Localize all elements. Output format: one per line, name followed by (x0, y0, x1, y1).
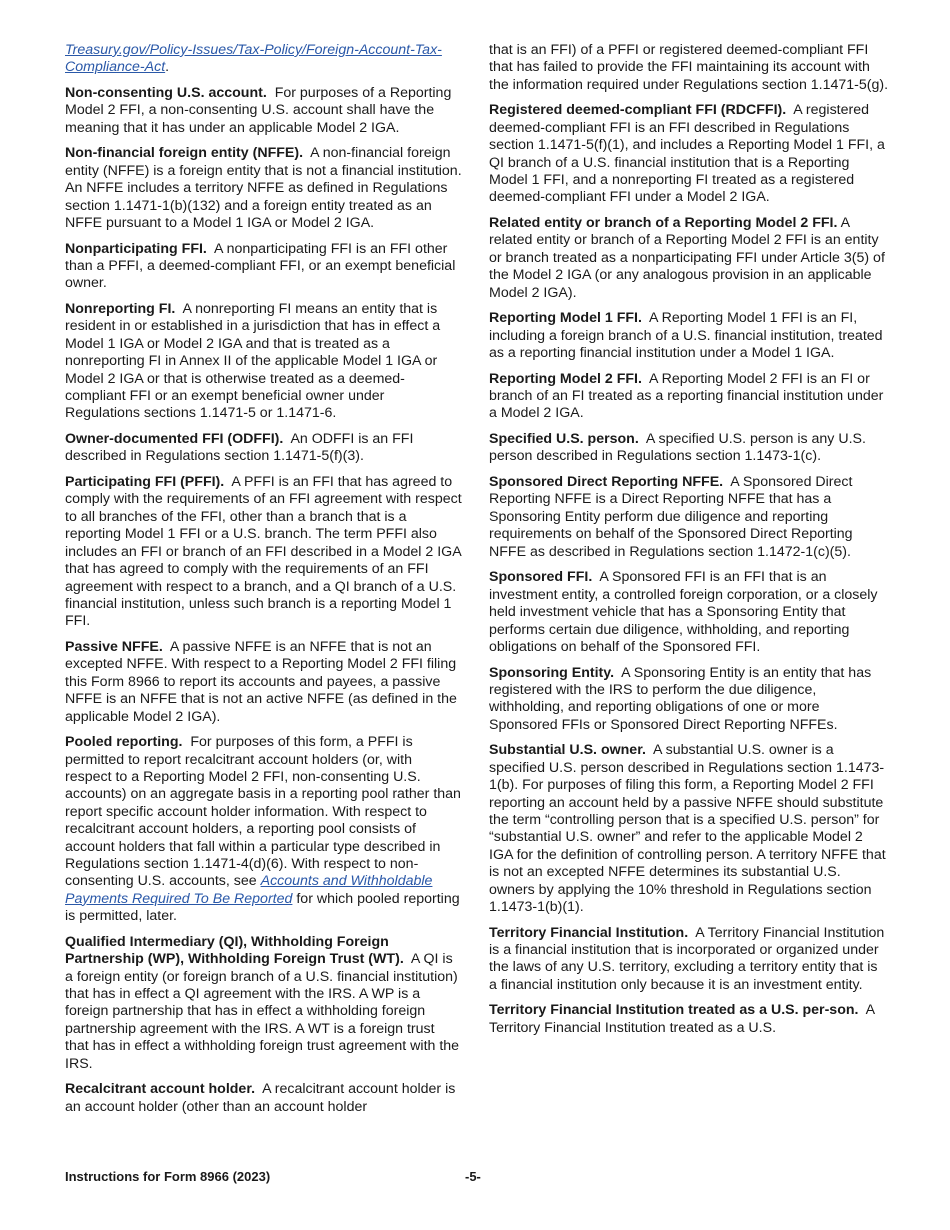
definition-reporting-model-1-ffi (489, 310, 889, 362)
definition-pffi (65, 474, 462, 631)
definition-body: A related entity or branch of a Reporting Model 2 FFI is an entity or branch treated as a nonparticipating FFI under Article 3(5) of the Model 2 IGA (or any analogous provision in an applicable Model 2 IGA). (489, 215, 885, 301)
treasury-link-paragraph (65, 42, 462, 77)
definition-territory-financial-institution (489, 925, 889, 995)
definition-sponsored-direct-reporting-nffe (489, 474, 889, 561)
definition-term: Non-financial foreign entity (NFFE). (65, 145, 304, 162)
definition-rdcffi (489, 102, 889, 206)
recalcitrant-continuation (489, 42, 889, 94)
definition-term: Sponsored FFI. (489, 569, 593, 586)
definition-passive-nffe (65, 639, 462, 726)
definition-term: Pooled reporting. (65, 734, 183, 751)
definition-term: Specified U.S. person. (489, 431, 639, 448)
footer-page-number: -5- (465, 1169, 481, 1184)
definition-sponsoring-entity (489, 665, 889, 735)
definition-pooled-reporting (65, 734, 462, 925)
definition-term: Qualified Intermediary (QI), Withholding Foreign Partnership (WP), Withholding Foreign Trust (WT). (65, 933, 404, 968)
definition-body-continued: for which pooled reporting is permitted, later. (65, 890, 460, 925)
definition-body: For purposes of this form, a PFFI is permitted to report recalcitrant account holders (or, with respect to a Reporting Model 2 FFI, non-consenting U.S. accounts) on an aggregate basis in a reporting pool rather than report specific account holder information. With respect to recalcitrant account holders, a reporting pool consists of account holders that fall within a particular type described in Regulations section 1.1471-4(d)(6). With respect to non-consenting U.S. accounts, see (65, 734, 461, 890)
accounts-withholdable-payments-link[interactable]: Accounts and Withholdable Payments Required To Be Reported (65, 873, 433, 907)
definition-body: A Territory Financial Institution treated as a U.S. (489, 1002, 875, 1036)
definition-term: Nonparticipating FFI. (65, 240, 207, 257)
definition-body: A passive NFFE is an NFFE that is not an excepted NFFE. With respect to a Reporting Model 2 FFI filing this Form 8966 to report its accounts and payees, a passive NFFE is an NFFE that is not an active NFFE (as defined in the applicable Model 2 IGA). (65, 638, 457, 725)
left-column (65, 42, 462, 1124)
definition-related-entity-branch (489, 215, 889, 302)
definition-body: A PFFI is an FFI that has agreed to comply with the requirements of an FFI agreement with respect to all branches of the FFI, other than a branch that is a reporting Model 1 FFI or a U.S. branch. The term PFFI also includes an FFI or branch of an FFI described in a Model 2 IGA that has agreed to comply with the requirements of an FFI agreement with respect to a branch, and a QI branch of a U.S. financial institution, unless such branch is a reporting Model 1 FFI. (65, 474, 462, 630)
definition-term: Passive NFFE. (65, 638, 163, 655)
definition-body: A nonparticipating FFI is an FFI other than a PFFI, a deemed-compliant FFI, or an exempt beneficial owner. (65, 240, 456, 292)
definition-territory-fi-us-person (489, 1002, 889, 1037)
definition-term: Territory Financial Institution. (489, 924, 689, 941)
definition-term: Sponsoring Entity. (489, 664, 615, 681)
definition-body: A Sponsored Direct Reporting NFFE is a Direct Reporting NFFE that has a Sponsoring Entity perform due diligence and reporting requirements on behalf of the Sponsored Direct Reporting NFFE as described in Regulations section 1.1472-1(c)(5). (489, 474, 853, 560)
treasury-link[interactable]: Treasury.gov/Policy-Issues/Tax-Policy/Foreign-Account-Tax-Compliance-Act (65, 42, 442, 76)
definition-term: Non-consenting U.S. account. (65, 85, 267, 101)
definition-term: Participating FFI (PFFI). (65, 474, 225, 491)
definition-substantial-us-owner (489, 742, 889, 916)
definition-term: Registered deemed-compliant FFI (RDCFFI). (489, 102, 787, 119)
definition-term: Reporting Model 2 FFI. (489, 370, 642, 387)
definition-non-consenting-us-account (65, 85, 462, 137)
definition-term: Reporting Model 1 FFI. (489, 310, 642, 327)
definition-term: Related entity or branch of a Reporting Model 2 FFI. (489, 215, 838, 232)
definition-body: A non-financial foreign entity (NFFE) is a foreign entity that is not a financial institution. An NFFE includes a territory NFFE as defined in Regulations section 1.1471-1(b)(132) and a foreign entity treated as an NFFE pursuant to a Model 1 IGA or Model 2 IGA. (65, 145, 462, 232)
definition-body: For purposes of a Reporting Model 2 FFI, a non-consenting U.S. account shall have the meaning that it has under an applicable Model 2 IGA. (65, 85, 452, 136)
definition-term: Sponsored Direct Reporting NFFE. (489, 474, 724, 491)
definition-body: A Sponsoring Entity is an entity that has registered with the IRS to perform the due diligence, withholding, and reporting obligations of one or more Sponsored FFIs or Sponsored Direct Reporting NFFEs. (489, 664, 872, 733)
definition-nonreporting-fi (65, 301, 462, 423)
definition-body: A Reporting Model 1 FFI is an FI, including a foreign branch of a U.S. financial institution, treated as a reporting financial institution under a Model 1 IGA. (489, 310, 883, 362)
definition-body: A Territory Financial Institution is a financial institution that is incorporated or organized under the laws of any U.S. territory, excluding a territory entity that is a financial institution only because it is an investment entity. (489, 924, 885, 993)
definition-term: Owner-documented FFI (ODFFI). (65, 431, 284, 448)
definition-body: A Sponsored FFI is an FFI that is an investment entity, a controlled foreign corporation, or a closely held investment vehicle that has a Sponsoring Entity that performs certain due diligence, withholding, and reporting obligations on behalf of the Sponsored FFI. (489, 569, 878, 655)
definition-body: A Reporting Model 2 FFI is an FI or branch of an FI treated as a reporting financial institution under a Model 2 IGA. (489, 370, 884, 422)
right-column (489, 42, 889, 1045)
definition-term: Substantial U.S. owner. (489, 742, 646, 759)
definition-body: A recalcitrant account holder is an account holder (other than an account holder (65, 1081, 456, 1115)
definition-reporting-model-2-ffi (489, 371, 889, 423)
definition-body: A substantial U.S. owner is a specified U.S. person described in Regulations section 1.1473-1(b). For purposes of filing this form, a Reporting Model 2 FFI reporting an account held by a passive NFFE should substitute the term “controlling person that is a specified U.S. person” for “substantial U.S. owner” and refer to the applicable Model 2 IGA for the definition of controlling person. A territory NFFE that is not an excepted NFFE determines its substantial U.S. owners by applying the 10% threshold in Regulations section 1.1473-1(b)(1). (489, 742, 886, 915)
definition-body: A nonreporting FI means an entity that is resident in or established in a jurisdiction that has in effect a Model 1 IGA or Model 2 IGA and that is treated as a nonreporting FI in Annex II of the applicable Model 1 IGA or Model 2 IGA or that is otherwise treated as a deemed-compliant FFI or an exempt beneficial owner under Regulations sections 1.1471-5 or 1.1471-6. (65, 301, 441, 422)
definition-sponsored-ffi (489, 569, 889, 656)
treasury-link-suffix: . (165, 59, 170, 76)
definition-qi-wp-wt (65, 934, 462, 1073)
definition-nonparticipating-ffi (65, 241, 462, 293)
definition-term: Recalcitrant account holder. (65, 1081, 256, 1098)
definition-term: Territory Financial Institution treated as a U.S. per-son. (489, 1002, 859, 1019)
definition-recalcitrant-account-holder (65, 1081, 462, 1116)
definition-body: A specified U.S. person is any U.S. person described in Regulations section 1.1473-1(c). (489, 431, 866, 465)
definition-body: A registered deemed-compliant FFI is an FFI described in Regulations section 1.1471-5(f)(1), and includes a Reporting Model 1 FFI, a QI branch of a U.S. financial institution that is a Reporting Model 1 FFI, and a nonreporting FI treated as a registered deemed-compliant FFI under a Model 2 IGA. (489, 102, 885, 206)
footer-form-title: Instructions for Form 8966 (2023) (65, 1169, 271, 1184)
definition-specified-us-person (489, 431, 889, 466)
definition-body: that is an FFI) of a PFFI or registered deemed-compliant FFI that has failed to provide the FFI maintaining its account with the information required under Regulations section 1.1471-5(g). (489, 42, 889, 93)
definition-nffe (65, 145, 462, 232)
definition-body: An ODFFI is an FFI described in Regulations section 1.1471-5(f)(3). (65, 431, 414, 465)
definition-odffi (65, 431, 462, 466)
definition-body: A QI is a foreign entity (or foreign branch of a U.S. financial institution) that has in effect a QI agreement with the IRS. A WP is a foreign partnership that has in effect a withholding foreign partnership agreement with the IRS. A WT is a foreign trust that has in effect a withholding foreign trust agreement with the IRS. (65, 951, 460, 1072)
definition-term: Nonreporting FI. (65, 301, 176, 318)
